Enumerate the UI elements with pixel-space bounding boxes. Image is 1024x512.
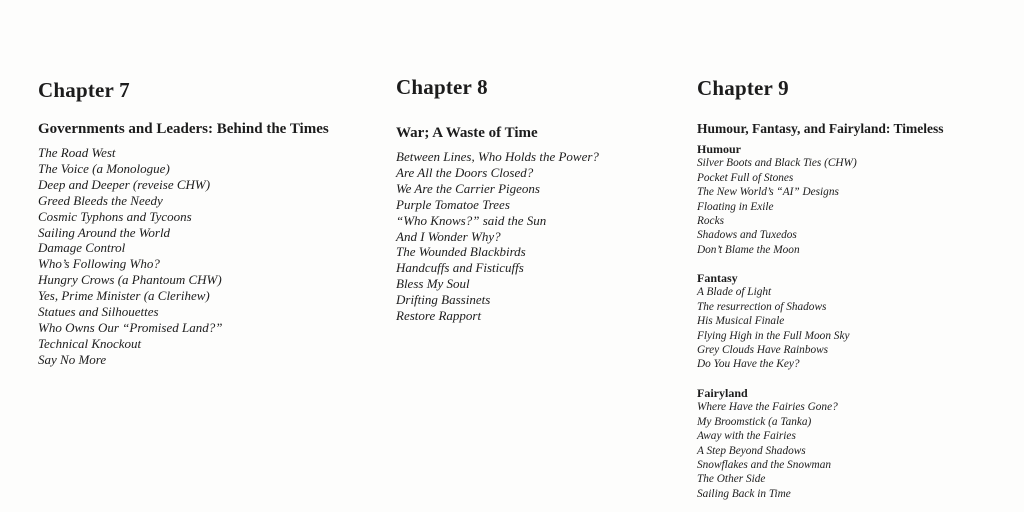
poem-list (396, 149, 599, 324)
poem-title: Bless My Soul (396, 276, 470, 292)
section-fairyland (697, 386, 838, 501)
section-title: Fairyland (697, 386, 748, 400)
poem-title: The New World’s “AI” Designs (697, 186, 839, 199)
poem-title: Pocket Full of Stones (697, 171, 794, 184)
poem-title: Handcuffs and Fisticuffs (396, 260, 524, 276)
poem-title: Technical Knockout (38, 335, 142, 351)
poem-title: Greed Bleeds the Needy (38, 192, 163, 208)
poem-title: Where Have the Fairies Gone? (697, 401, 838, 414)
poem-title: Cosmic Typhons and Tycoons (38, 208, 192, 224)
poem-title: Damage Control (38, 240, 126, 256)
poem-title: My Broomstick (a Tanka) (697, 415, 812, 428)
poem-title: Silver Boots and Black Ties (CHW) (697, 157, 857, 170)
poem-title: The resurrection of Shadows (697, 300, 827, 313)
poem-title: The Road West (38, 145, 116, 160)
chapter-title: Chapter 8 (396, 75, 488, 100)
section-title: Humour (697, 142, 742, 156)
poem-title: Who Owns Our “Promised Land?” (38, 319, 223, 335)
poem-list (697, 400, 838, 501)
poem-title: Say No More (38, 351, 107, 367)
poem-title: We Are the Carrier Pigeons (396, 180, 540, 196)
poem-title: Shadows and Tuxedos (697, 229, 797, 242)
poem-title: Flying High in the Full Moon Sky (697, 329, 850, 342)
poem-title: Between Lines, Who Holds the Power? (396, 149, 599, 164)
poem-title: Away with the Fairies (697, 430, 796, 443)
poem-title: His Musical Finale (697, 315, 785, 328)
poem-title: Hungry Crows (a Phantoum CHW) (38, 272, 222, 288)
poem-title: The Wounded Blackbirds (396, 244, 526, 260)
poem-title: Yes, Prime Minister (a Clerihew) (38, 288, 210, 304)
poem-title: Sailing Around the World (38, 224, 171, 240)
chapter-title: Chapter 9 (697, 76, 789, 101)
poem-title: And I Wonder Why? (396, 228, 501, 244)
poem-title: Purple Tomatoe Trees (396, 196, 510, 212)
poem-title: Do You Have the Key? (697, 358, 800, 371)
poem-title: The Other Side (697, 473, 766, 486)
poem-title: Sailing Back in Time (697, 487, 791, 500)
poem-title: Statues and Silhouettes (38, 304, 159, 320)
poem-title: Snowflakes and the Snowman (697, 459, 831, 472)
poem-title: Who’s Following Who? (38, 256, 160, 272)
poem-list (697, 156, 857, 257)
poem-title: Are All the Doors Closed? (396, 164, 534, 180)
poem-title: Floating in Exile (697, 200, 774, 213)
poem-title: A Step Beyond Shadows (697, 444, 806, 457)
poem-title: Grey Clouds Have Rainbows (697, 344, 829, 357)
poem-title: “Who Knows?” said the Sun (396, 212, 547, 228)
poem-title: Drifting Bassinets (396, 292, 491, 308)
chapter-title: Chapter 7 (38, 78, 130, 103)
section-title: Fantasy (697, 271, 738, 285)
poem-title: Deep and Deeper (reveise CHW) (38, 176, 211, 192)
poem-title: Rocks (697, 215, 724, 228)
section-humour (697, 142, 857, 257)
poem-list (697, 285, 849, 371)
section-fantasy (697, 271, 849, 372)
poem-title: Don’t Blame the Moon (697, 243, 800, 256)
chapter-subtitle: Humour, Fantasy, and Fairyland: Timeless (697, 121, 944, 137)
chapter-subtitle: Governments and Leaders: Behind the Times (38, 121, 329, 138)
poem-list (38, 145, 222, 368)
chapter-subtitle: War; A Waste of Time (396, 125, 538, 142)
poem-title: A Blade of Light (697, 286, 772, 299)
poem-title: The Voice (a Monologue) (38, 160, 170, 176)
poem-title: Restore Rapport (396, 308, 482, 324)
